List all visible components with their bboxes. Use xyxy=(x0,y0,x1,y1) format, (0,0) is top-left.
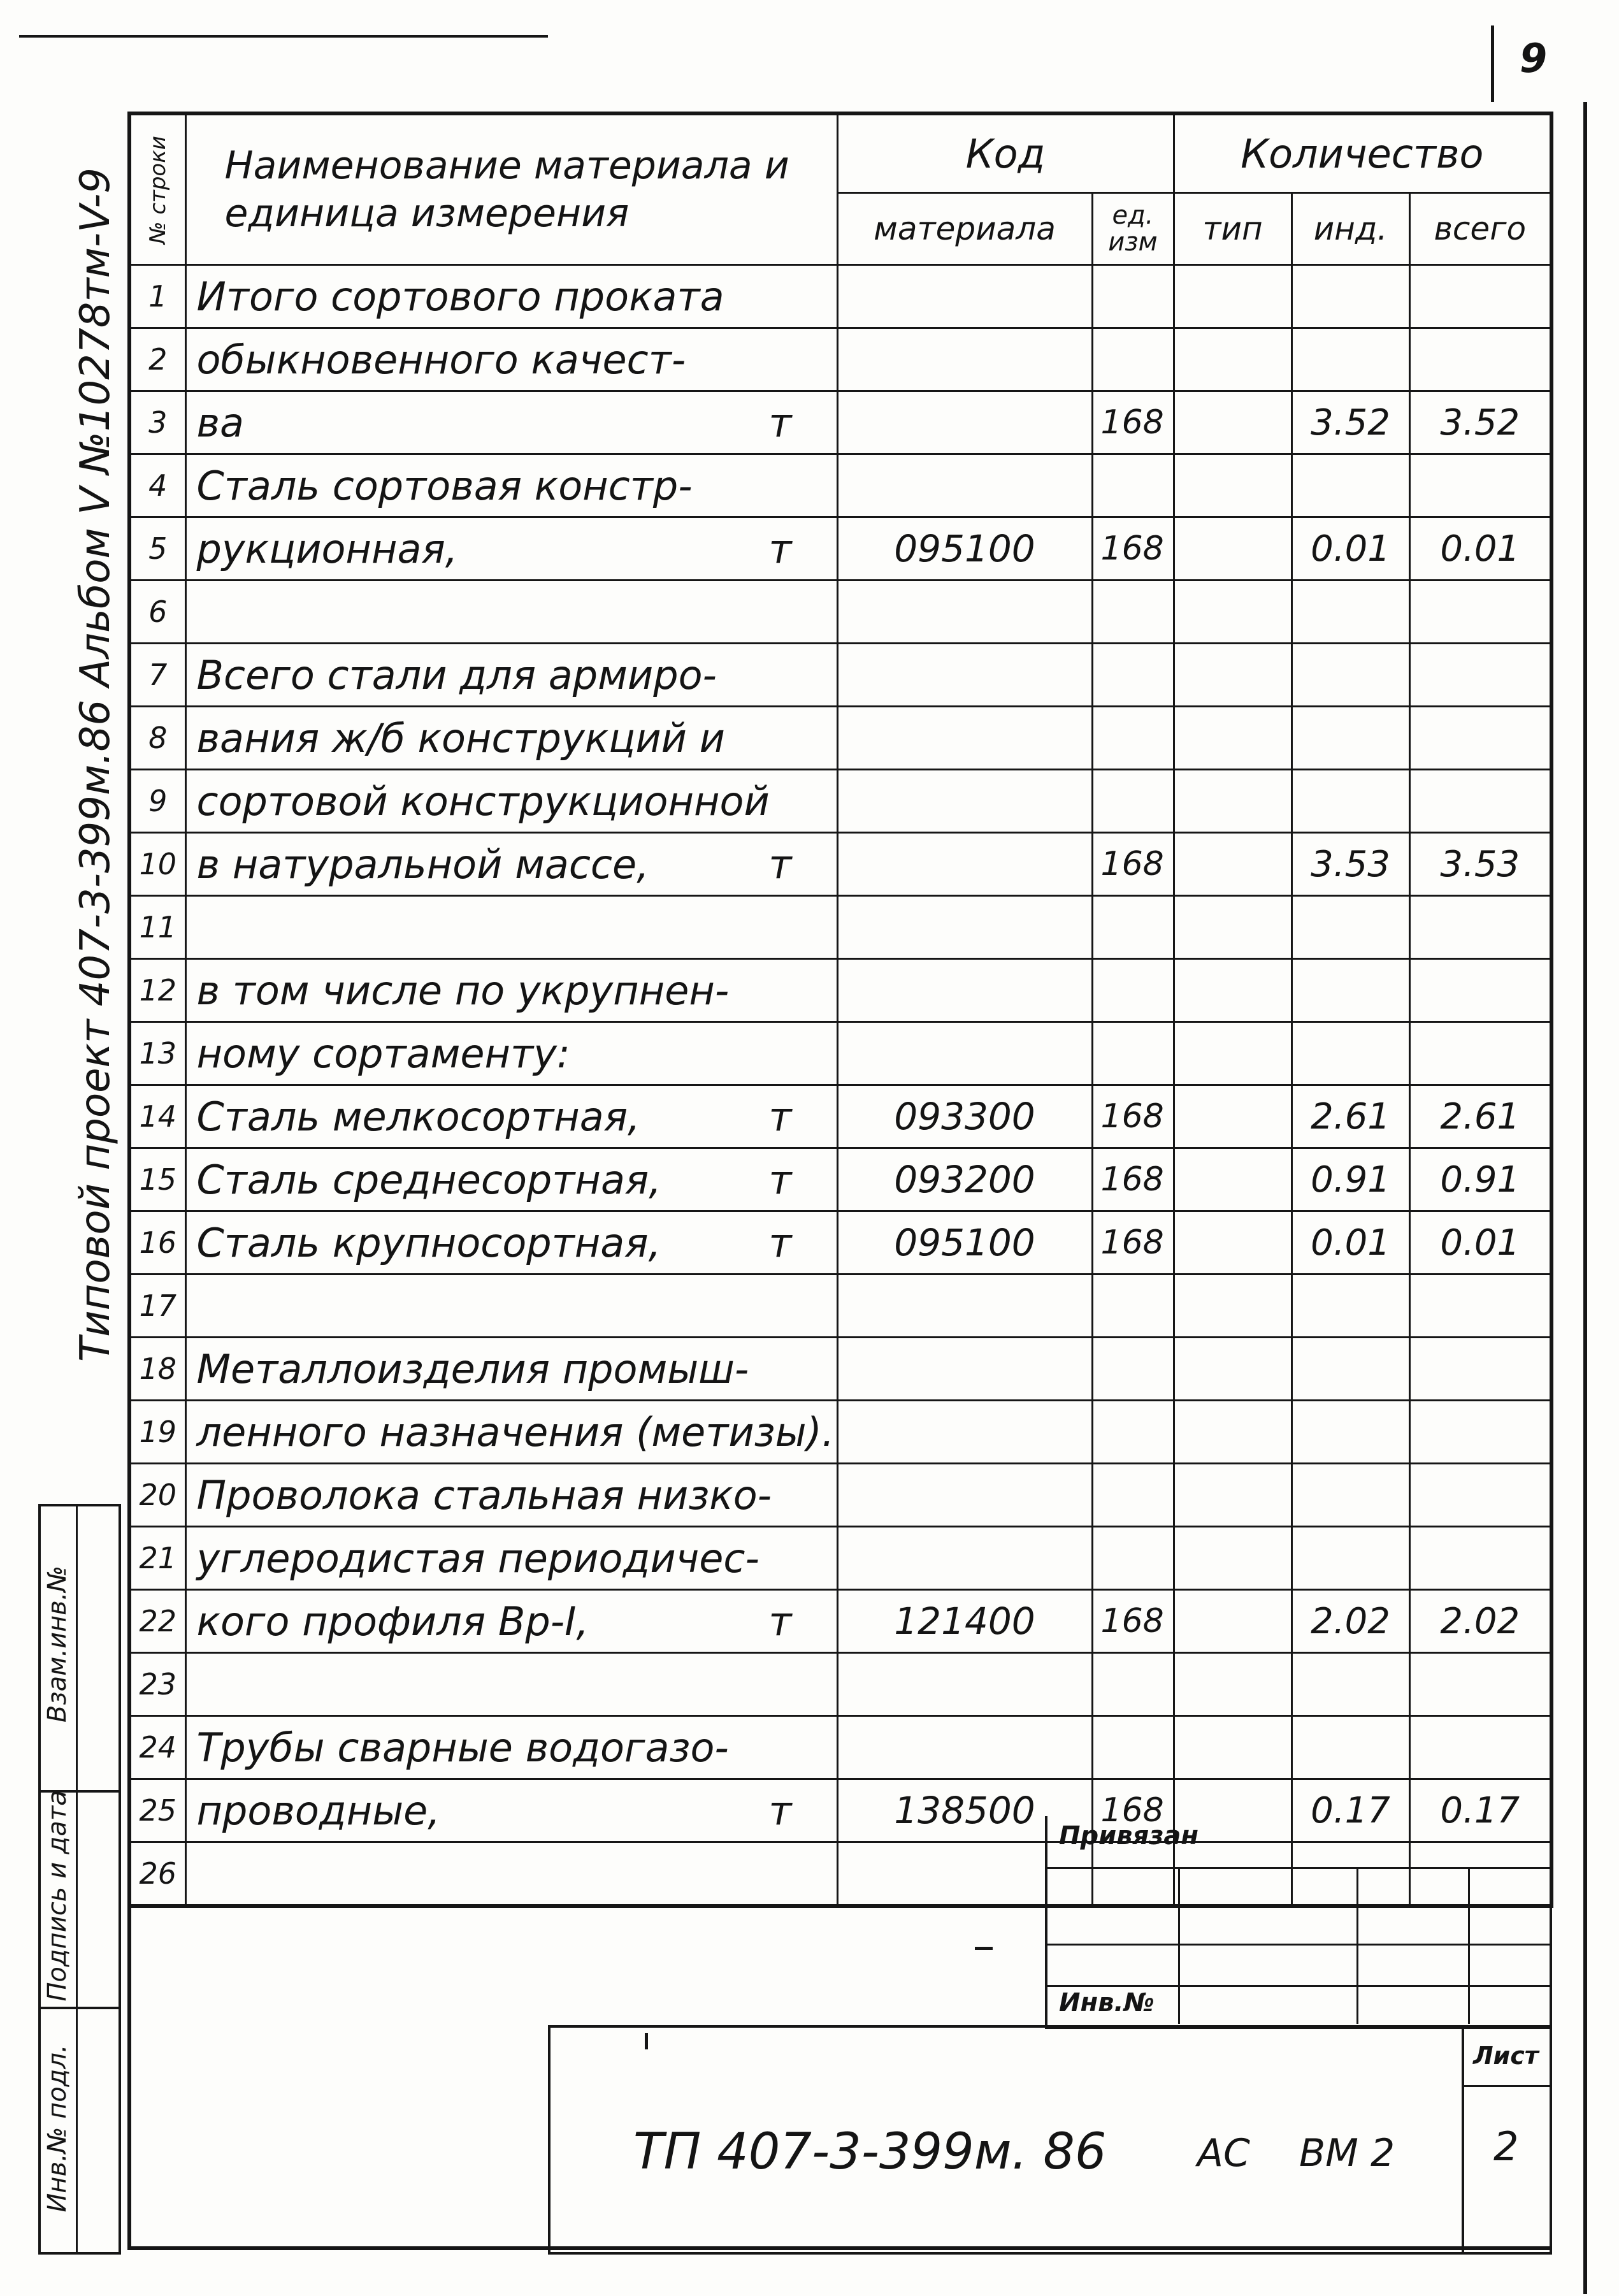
qty-total-cell: 0.91 xyxy=(1409,1148,1551,1211)
qty-type-cell xyxy=(1174,1401,1292,1464)
material-name-wrap xyxy=(197,1094,837,1140)
unit-code-cell xyxy=(1092,707,1174,770)
designation-text: ТП 407-3-399м. 86 xyxy=(633,2123,1107,2181)
material-name-wrap xyxy=(197,463,837,509)
scan-mark-1 xyxy=(975,1947,993,1950)
qty-total-cell xyxy=(1409,328,1551,391)
unit-code-cell xyxy=(1092,454,1174,517)
row-number-cell: 16 xyxy=(129,1211,185,1274)
material-name-cell xyxy=(185,1842,837,1907)
material-unit-text: т xyxy=(768,1598,792,1645)
material-code-cell xyxy=(837,707,1092,770)
material-unit-text: т xyxy=(768,1093,792,1140)
table-row xyxy=(129,1022,1551,1085)
qty-total-cell xyxy=(1409,1338,1551,1401)
unit-code-cell xyxy=(1092,265,1174,328)
header-material-code: материала xyxy=(837,193,1092,265)
row-number-cell: 12 xyxy=(129,959,185,1022)
inv-label: Инв.№ xyxy=(1059,1988,1155,2018)
stamp-label-signature-date: Подпись и дата xyxy=(43,1790,72,2002)
material-code-cell: 138500 xyxy=(837,1779,1092,1842)
row-number-cell: 2 xyxy=(129,328,185,391)
unit-code-cell: 168 xyxy=(1092,391,1174,454)
unit-code-cell xyxy=(1092,1716,1174,1779)
unit-code-cell xyxy=(1092,1527,1174,1590)
unit-code-cell xyxy=(1092,644,1174,707)
qty-type-cell xyxy=(1174,391,1292,454)
material-name-wrap xyxy=(197,273,837,320)
header-unit-code: ед. изм xyxy=(1092,193,1174,265)
material-name-cell xyxy=(185,1338,837,1401)
material-name-cell xyxy=(185,644,837,707)
material-code-cell xyxy=(837,1716,1092,1779)
qty-type-cell xyxy=(1174,1653,1292,1716)
unit-code-cell xyxy=(1092,770,1174,833)
qty-type-cell xyxy=(1174,1211,1292,1274)
designation-block xyxy=(548,2025,1552,2255)
material-name-text: проводные, xyxy=(196,1787,441,1834)
qty-ind-cell xyxy=(1292,644,1409,707)
qty-total-cell xyxy=(1409,1464,1551,1527)
bound-vline-2 xyxy=(1356,1867,1358,2024)
material-name-cell xyxy=(185,1211,837,1274)
material-code-cell xyxy=(837,1464,1092,1527)
material-code-cell xyxy=(837,1338,1092,1401)
sheet-number: 2 xyxy=(1493,2123,1519,2170)
material-name-cell xyxy=(185,454,837,517)
qty-ind-cell xyxy=(1292,1716,1409,1779)
qty-ind-cell: 3.52 xyxy=(1292,391,1409,454)
sheet-corner-number: 9 xyxy=(1520,35,1548,82)
qty-total-cell xyxy=(1409,1401,1551,1464)
material-name-text: Всего стали для армиро- xyxy=(196,651,717,698)
corner-box-left-line xyxy=(1491,25,1494,102)
material-name-wrap xyxy=(197,715,837,762)
material-unit-text: т xyxy=(768,1787,792,1834)
material-name-wrap xyxy=(197,1030,837,1077)
qty-total-cell xyxy=(1409,707,1551,770)
qty-total-cell xyxy=(1409,454,1551,517)
unit-code-cell: 168 xyxy=(1092,1590,1174,1653)
row-number-cell: 20 xyxy=(129,1464,185,1527)
table-row xyxy=(129,391,1551,454)
qty-total-cell xyxy=(1409,644,1551,707)
row-number-cell: 8 xyxy=(129,707,185,770)
qty-total-cell: 3.52 xyxy=(1409,391,1551,454)
qty-total-cell xyxy=(1409,770,1551,833)
unit-code-cell: 168 xyxy=(1092,1148,1174,1211)
table-row xyxy=(129,454,1551,517)
material-name-wrap xyxy=(197,1472,837,1519)
material-name-wrap xyxy=(197,1724,837,1771)
stamp-divider-2 xyxy=(41,2007,119,2009)
unit-code-cell xyxy=(1092,1653,1174,1716)
material-code-cell xyxy=(837,1527,1092,1590)
table-row xyxy=(129,1401,1551,1464)
table-row xyxy=(129,707,1551,770)
material-name-text: углеродистая периодичес- xyxy=(196,1534,759,1582)
material-name-cell xyxy=(185,1022,837,1085)
material-name-text: вания ж/б конструкций и xyxy=(196,714,725,762)
table-row xyxy=(129,1464,1551,1527)
material-name-wrap xyxy=(197,1346,837,1392)
table-row xyxy=(129,1148,1551,1211)
material-code-cell: 095100 xyxy=(837,517,1092,581)
qty-ind-cell xyxy=(1292,1464,1409,1527)
qty-total-cell: 2.02 xyxy=(1409,1590,1551,1653)
material-name-wrap xyxy=(197,400,837,446)
qty-type-cell xyxy=(1174,581,1292,644)
qty-type-cell xyxy=(1174,1338,1292,1401)
material-name-wrap xyxy=(197,1598,837,1645)
qty-total-cell xyxy=(1409,959,1551,1022)
material-name-text: обыкновенного качест- xyxy=(196,336,686,383)
material-name-cell xyxy=(185,1590,837,1653)
material-code-cell: 093300 xyxy=(837,1085,1092,1148)
material-name-text: кого профиля Вр-I, xyxy=(196,1598,589,1645)
qty-ind-cell: 0.17 xyxy=(1292,1779,1409,1842)
table-row xyxy=(129,644,1551,707)
row-number-cell: 15 xyxy=(129,1148,185,1211)
qty-total-cell xyxy=(1409,1274,1551,1338)
qty-type-cell xyxy=(1174,959,1292,1022)
material-code-cell xyxy=(837,391,1092,454)
qty-total-cell xyxy=(1409,1527,1551,1590)
table-row xyxy=(129,959,1551,1022)
material-name-wrap xyxy=(197,967,837,1014)
row-number-cell: 11 xyxy=(129,896,185,959)
qty-type-cell xyxy=(1174,265,1292,328)
unit-code-cell xyxy=(1092,896,1174,959)
bound-hline-3 xyxy=(1047,1944,1550,1946)
qty-ind-cell xyxy=(1292,328,1409,391)
qty-total-cell: 0.01 xyxy=(1409,1211,1551,1274)
header-row-number-label: № строки xyxy=(145,135,171,244)
qty-total-cell xyxy=(1409,1716,1551,1779)
qty-total-cell xyxy=(1409,1653,1551,1716)
material-name-wrap xyxy=(197,841,837,888)
material-spec-table xyxy=(127,112,1553,1908)
table-row xyxy=(129,1085,1551,1148)
row-number-cell: 17 xyxy=(129,1274,185,1338)
row-number-cell: 3 xyxy=(129,391,185,454)
row-number-cell: 21 xyxy=(129,1527,185,1590)
table-row xyxy=(129,1211,1551,1274)
material-name-cell xyxy=(185,770,837,833)
qty-ind-cell xyxy=(1292,1653,1409,1716)
bound-hline-4 xyxy=(1047,1985,1550,1987)
qty-total-cell: 3.53 xyxy=(1409,833,1551,896)
frame-left-inner-line xyxy=(127,1816,131,2249)
row-number-cell: 13 xyxy=(129,1022,185,1085)
qty-ind-cell xyxy=(1292,1274,1409,1338)
table-row xyxy=(129,833,1551,896)
header-code-group: Код xyxy=(837,113,1174,193)
bound-label: Привязан xyxy=(1059,1821,1199,1851)
qty-type-cell xyxy=(1174,644,1292,707)
material-name-text: ному сортаменту: xyxy=(196,1030,570,1077)
qty-ind-cell xyxy=(1292,454,1409,517)
qty-ind-cell xyxy=(1292,1022,1409,1085)
sheet-cell-left-line xyxy=(1462,2028,1464,2252)
qty-type-cell xyxy=(1174,1527,1292,1590)
material-code-cell xyxy=(837,1022,1092,1085)
material-code-cell xyxy=(837,1653,1092,1716)
table-row xyxy=(129,1527,1551,1590)
unit-code-cell xyxy=(1092,1464,1174,1527)
material-name-wrap xyxy=(197,526,837,572)
sheet-cell-mid-line xyxy=(1462,2085,1550,2087)
stamp-label-inv-orig: Инв.№ подл. xyxy=(43,2044,72,2213)
unit-code-cell xyxy=(1092,1274,1174,1338)
qty-ind-cell: 0.91 xyxy=(1292,1148,1409,1211)
row-number-cell: 10 xyxy=(129,833,185,896)
material-name-text: сортовой конструкционной xyxy=(196,777,770,825)
table-row xyxy=(129,328,1551,391)
material-name-cell xyxy=(185,1401,837,1464)
qty-ind-cell xyxy=(1292,581,1409,644)
material-name-cell xyxy=(185,959,837,1022)
material-name-text: Металлоизделия промыш- xyxy=(196,1345,749,1392)
qty-type-cell xyxy=(1174,1085,1292,1148)
material-name-text: Сталь мелкосортная, xyxy=(196,1093,640,1140)
qty-type-cell xyxy=(1174,1274,1292,1338)
unit-code-cell: 168 xyxy=(1092,833,1174,896)
qty-total-cell xyxy=(1409,265,1551,328)
stamp-inner-line xyxy=(76,1506,78,2252)
stamp-label-replaced-inv: Взам.инв.№ xyxy=(43,1565,72,1723)
row-number-cell: 4 xyxy=(129,454,185,517)
material-name-cell xyxy=(185,1274,837,1338)
mark-text: ВМ 2 xyxy=(1299,2131,1395,2176)
qty-ind-cell xyxy=(1292,1527,1409,1590)
qty-ind-cell xyxy=(1292,265,1409,328)
row-number-cell: 24 xyxy=(129,1716,185,1779)
material-name-cell xyxy=(185,1716,837,1779)
qty-type-cell xyxy=(1174,328,1292,391)
material-name-cell xyxy=(185,1653,837,1716)
qty-type-cell xyxy=(1174,770,1292,833)
material-code-cell xyxy=(837,581,1092,644)
row-number-cell: 18 xyxy=(129,1338,185,1401)
material-name-text: рукционная, xyxy=(196,525,458,572)
sheet-label: Лист xyxy=(1473,2042,1539,2070)
qty-ind-cell xyxy=(1292,1338,1409,1401)
material-name-text: Сталь среднесортная, xyxy=(196,1156,661,1203)
unit-code-cell xyxy=(1092,328,1174,391)
material-name-cell xyxy=(185,391,837,454)
material-name-text: в натуральной массе, xyxy=(196,841,649,888)
qty-ind-cell xyxy=(1292,1401,1409,1464)
material-name-text: Сталь сортовая констр- xyxy=(196,462,693,509)
header-row-number xyxy=(129,113,185,265)
material-name-cell xyxy=(185,581,837,644)
material-code-cell xyxy=(837,328,1092,391)
qty-ind-cell: 3.53 xyxy=(1292,833,1409,896)
material-name-text: ленного назначения (метизы). xyxy=(196,1408,835,1455)
qty-type-cell xyxy=(1174,454,1292,517)
bound-hline-2 xyxy=(1047,1905,1550,1907)
section-text: АС xyxy=(1197,2131,1250,2176)
qty-total-cell: 0.17 xyxy=(1409,1779,1551,1842)
qty-ind-cell xyxy=(1292,896,1409,959)
qty-type-cell xyxy=(1174,1716,1292,1779)
unit-code-cell xyxy=(1092,1022,1174,1085)
material-name-cell xyxy=(185,707,837,770)
qty-ind-cell: 2.61 xyxy=(1292,1085,1409,1148)
row-number-cell: 1 xyxy=(129,265,185,328)
header-qty-total: всего xyxy=(1409,193,1551,265)
row-number-cell: 26 xyxy=(129,1842,185,1907)
table-row xyxy=(129,1338,1551,1401)
material-name-cell xyxy=(185,1148,837,1211)
unit-code-cell xyxy=(1092,1401,1174,1464)
material-name-wrap xyxy=(197,652,837,698)
row-number-cell: 9 xyxy=(129,770,185,833)
qty-total-cell xyxy=(1409,1022,1551,1085)
material-name-wrap xyxy=(197,1157,837,1203)
material-name-cell xyxy=(185,517,837,581)
bound-hline-1 xyxy=(1047,1867,1550,1869)
top-scan-line xyxy=(19,35,548,38)
row-number-cell: 5 xyxy=(129,517,185,581)
row-number-cell: 23 xyxy=(129,1653,185,1716)
unit-code-cell xyxy=(1092,581,1174,644)
qty-ind-cell xyxy=(1292,707,1409,770)
qty-type-cell xyxy=(1174,517,1292,581)
table-row xyxy=(129,265,1551,328)
material-code-cell xyxy=(837,833,1092,896)
material-name-cell xyxy=(185,1085,837,1148)
material-name-cell xyxy=(185,1464,837,1527)
unit-code-cell: 168 xyxy=(1092,517,1174,581)
material-name-text: в том числе по укрупнен- xyxy=(196,967,730,1014)
qty-total-cell xyxy=(1409,581,1551,644)
row-number-cell: 6 xyxy=(129,581,185,644)
material-name-cell xyxy=(185,833,837,896)
bound-vline-3 xyxy=(1468,1867,1470,2024)
material-name-text: Проволока стальная низко- xyxy=(196,1471,772,1519)
material-unit-text: т xyxy=(768,525,792,572)
material-code-cell xyxy=(837,770,1092,833)
material-code-cell xyxy=(837,959,1092,1022)
table-row xyxy=(129,581,1551,644)
bound-vline-1 xyxy=(1178,1867,1180,2024)
unit-code-cell: 168 xyxy=(1092,1085,1174,1148)
material-code-cell: 093200 xyxy=(837,1148,1092,1211)
qty-type-cell xyxy=(1174,707,1292,770)
material-name-wrap xyxy=(197,1220,837,1266)
table-row xyxy=(129,896,1551,959)
material-code-cell xyxy=(837,265,1092,328)
header-material-name: Наименование материала и единица измерения xyxy=(185,113,837,265)
material-name-wrap xyxy=(197,1409,837,1455)
qty-type-cell xyxy=(1174,1590,1292,1653)
material-name-cell xyxy=(185,896,837,959)
unit-code-cell: 168 xyxy=(1092,1779,1174,1842)
row-number-cell: 14 xyxy=(129,1085,185,1148)
qty-ind-cell xyxy=(1292,770,1409,833)
material-name-cell xyxy=(185,265,837,328)
table-row xyxy=(129,1274,1551,1338)
table-row xyxy=(129,770,1551,833)
material-name-text: Трубы сварные водогазо- xyxy=(196,1724,729,1771)
spec-table-body xyxy=(129,265,1551,1907)
qty-total-cell xyxy=(1409,896,1551,959)
scan-mark-2 xyxy=(645,2033,648,2049)
qty-type-cell xyxy=(1174,1022,1292,1085)
material-unit-text: т xyxy=(768,1156,792,1203)
material-name-wrap xyxy=(197,1535,837,1582)
qty-ind-cell xyxy=(1292,959,1409,1022)
material-code-cell xyxy=(837,1401,1092,1464)
qty-type-cell xyxy=(1174,896,1292,959)
table-row xyxy=(129,1716,1551,1779)
material-name-text: Итого сортового проката xyxy=(196,273,724,320)
header-qty-type: тип xyxy=(1174,193,1292,265)
qty-type-cell xyxy=(1174,1464,1292,1527)
unit-code-cell: 168 xyxy=(1092,1211,1174,1274)
unit-code-cell xyxy=(1092,959,1174,1022)
material-name-cell xyxy=(185,328,837,391)
material-code-cell: 095100 xyxy=(837,1211,1092,1274)
qty-ind-cell: 2.02 xyxy=(1292,1590,1409,1653)
right-frame-line xyxy=(1583,102,1587,2294)
header-quantity-group: Количество xyxy=(1174,113,1551,193)
table-row xyxy=(129,517,1551,581)
material-name-wrap xyxy=(197,336,837,383)
unit-code-cell xyxy=(1092,1338,1174,1401)
material-name-cell xyxy=(185,1779,837,1842)
material-name-wrap xyxy=(197,778,837,825)
qty-type-cell xyxy=(1174,1148,1292,1211)
qty-total-cell: 0.01 xyxy=(1409,517,1551,581)
material-code-cell xyxy=(837,454,1092,517)
qty-total-cell: 2.61 xyxy=(1409,1085,1551,1148)
qty-type-cell xyxy=(1174,833,1292,896)
row-number-cell: 19 xyxy=(129,1401,185,1464)
material-name-wrap xyxy=(197,1787,837,1834)
qty-ind-cell: 0.01 xyxy=(1292,1211,1409,1274)
table-row xyxy=(129,1653,1551,1716)
table-row xyxy=(129,1590,1551,1653)
header-row-1 xyxy=(129,113,1551,193)
qty-ind-cell: 0.01 xyxy=(1292,517,1409,581)
material-code-cell xyxy=(837,896,1092,959)
material-name-cell xyxy=(185,1527,837,1590)
header-qty-ind: инд. xyxy=(1292,193,1409,265)
row-number-cell: 25 xyxy=(129,1779,185,1842)
bound-block xyxy=(1045,1816,1552,2029)
row-number-cell: 22 xyxy=(129,1590,185,1653)
material-unit-text: т xyxy=(768,1219,792,1266)
material-code-cell: 121400 xyxy=(837,1590,1092,1653)
row-number-cell: 7 xyxy=(129,644,185,707)
material-unit-text: т xyxy=(768,841,792,888)
material-name-text: Сталь крупносортная, xyxy=(196,1219,661,1266)
material-code-cell xyxy=(837,644,1092,707)
material-name-text: ва xyxy=(196,399,245,446)
material-code-cell xyxy=(837,1274,1092,1338)
project-side-caption: Типовой проект 407-3-399м.86 Альбом V №10278тм-V-9 xyxy=(72,167,119,1362)
material-unit-text: т xyxy=(768,399,792,446)
